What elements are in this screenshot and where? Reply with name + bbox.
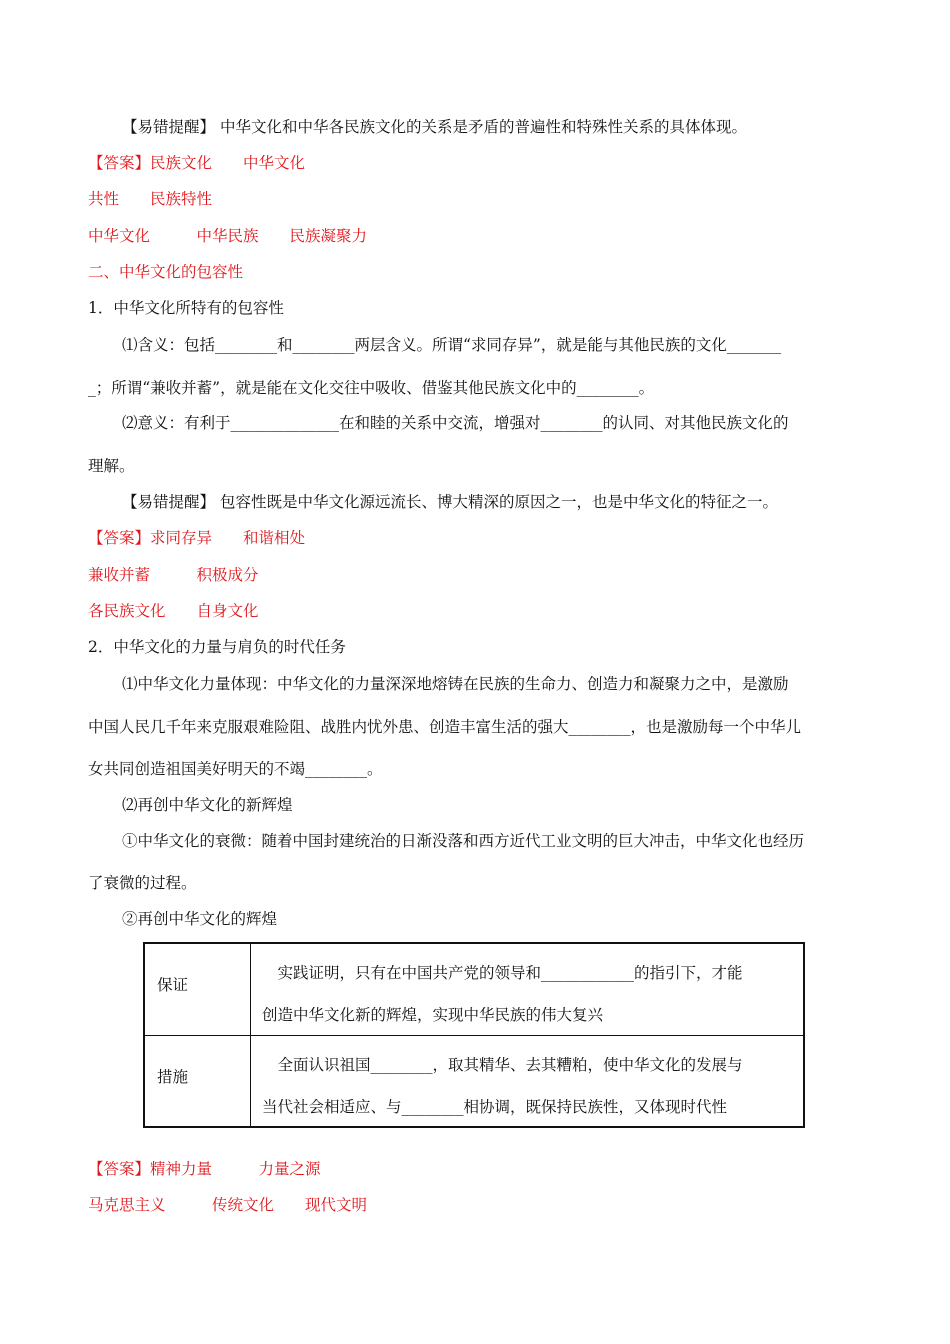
answer-2-line-3: 各民族文化 自身文化	[88, 602, 259, 620]
tip-2	[122, 491, 778, 513]
answer-2-line-1	[88, 527, 305, 549]
answer-3-label: 【答案】	[88, 1160, 151, 1178]
item-1-p1-line-2: _；所谓“兼收并蓄”，就是能在文化交往中吸收、借鉴其他民族文化中的________。	[88, 379, 655, 397]
item-1-p1-line-1: ⑴含义：包括________和________两层含义。所谓“求同存异”，就是能与其他民族的文化_______	[122, 336, 782, 354]
item-2-c1-line-1: ①中华文化的衰微：随着中国封建统治的日渐没落和西方近代工业文明的巨大冲击，中华文化也经历	[122, 832, 805, 850]
item-2-p1-line-2: 中国人民几千年来克服艰难险阻、战胜内忧外患、创造丰富生活的强大________，也是激励每一个中华儿	[88, 718, 802, 736]
answer-3-text-1: 精神力量 力量之源	[150, 1160, 321, 1178]
column-divider	[250, 1036, 251, 1128]
item-2-p1-line-3: 女共同创造祖国美好明天的不竭________。	[88, 760, 383, 778]
tasks-table	[143, 942, 805, 1128]
answer-3-line-1	[88, 1158, 321, 1180]
tip-2-text: 包容性既是中华文化源远流长、博大精深的原因之一，也是中华文化的特征之一。	[219, 493, 778, 511]
answer-2-text-1: 求同存异 和谐相处	[150, 529, 306, 547]
tip-1-text: 中华文化和中华各民族文化的关系是矛盾的普遍性和特殊性关系的具体体现。	[219, 118, 747, 136]
answer-3-line-2: 马克思主义 传统文化 现代文明	[88, 1196, 368, 1214]
item-2-c2-title: ②再创中华文化的辉煌	[122, 910, 278, 928]
answer-1-label: 【答案】	[88, 154, 151, 172]
guarantee-line-1: 实践证明，只有在中国共产党的领导和____________的指引下，才能	[262, 964, 743, 982]
item-2-title: 2．中华文化的力量与肩负的时代任务	[88, 638, 346, 656]
measures-line-1: 全面认识祖国________，取其精华、去其糟粕，使中华文化的发展与	[262, 1056, 743, 1074]
item-2-p1-line-1: ⑴中华文化力量体现：中华文化的力量深深地熔铸在民族的生命力、创造力和凝聚力之中，是激励	[122, 675, 789, 693]
tip-1	[122, 116, 747, 138]
item-1-p2-line-2: 理解。	[88, 457, 135, 475]
answer-1-line-2: 共性 民族特性	[88, 190, 213, 208]
row-body-measures	[262, 1044, 802, 1128]
row-header-measures: 措施	[157, 1068, 189, 1086]
answer-1-line-1	[88, 152, 305, 174]
guarantee-line-2: 创造中华文化新的辉煌，实现中华民族的伟大复兴	[262, 1006, 604, 1024]
measures-line-2: 当代社会相适应、与________相协调，既保持民族性，又体现时代性	[262, 1098, 728, 1116]
item-1-title: 1．中华文化所特有的包容性	[88, 299, 284, 317]
answer-1-text-1: 民族文化 中华文化	[150, 154, 306, 172]
item-2-c1-line-2: 了衰微的过程。	[88, 874, 197, 892]
tip-1-label: 【易错提醒】	[122, 118, 216, 136]
item-2-p2-title: ⑵再创中华文化的新辉煌	[122, 796, 293, 814]
tip-2-label: 【易错提醒】	[122, 493, 216, 511]
item-1-p2-line-1: ⑵意义：有利于______________在和睦的关系中交流，增强对________的认同、对其他民族文化的	[122, 414, 789, 432]
section-heading-2: 二、中华文化的包容性	[88, 263, 244, 281]
table-row-measures	[145, 1036, 803, 1128]
row-body-guarantee	[262, 952, 802, 1036]
answer-1-line-3: 中华文化 中华民族 民族凝聚力	[88, 227, 368, 245]
table-row-guarantee	[145, 944, 803, 1036]
answer-2-label: 【答案】	[88, 529, 151, 547]
answer-2-line-2: 兼收并蓄 积极成分	[88, 566, 259, 584]
column-divider	[250, 944, 251, 1035]
row-header-guarantee: 保证	[157, 976, 189, 994]
